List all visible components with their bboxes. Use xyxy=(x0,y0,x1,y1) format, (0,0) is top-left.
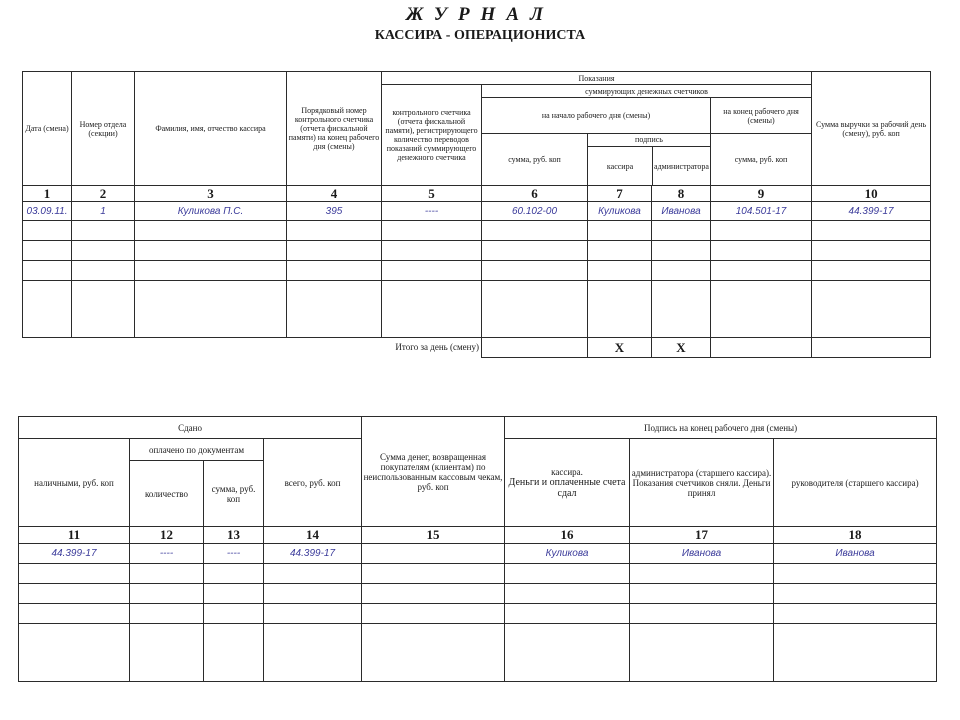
cell-dept: 1 xyxy=(72,202,135,221)
col-num: 14 xyxy=(264,527,362,544)
header-readings: Показания xyxy=(382,72,812,85)
header-date: Дата (смена) xyxy=(23,72,72,186)
cell-qty: ---- xyxy=(130,544,204,564)
header-cashier: кассира xyxy=(588,147,653,185)
cashier-journal-table-1 xyxy=(22,71,931,358)
col-num: 18 xyxy=(774,527,937,544)
header-sign-end: Подпись на конец рабочего дня (смены) xyxy=(505,417,937,439)
cell-cashier-sign: Куликова xyxy=(505,544,630,564)
cell-sum-start: 60.102-00 xyxy=(482,202,588,221)
header-qty: количество xyxy=(130,461,204,527)
cell-ctrl-num: 395 xyxy=(287,202,382,221)
cell-admin-sign: Иванова xyxy=(630,544,774,564)
header-paid-docs: оплачено по документам xyxy=(130,439,264,461)
header-signature: подпись xyxy=(588,134,710,147)
col-num: 16 xyxy=(505,527,630,544)
header-doc-sum: сумма, руб. коп xyxy=(204,461,264,527)
journal-title: ЖУРНАЛ xyxy=(405,4,555,25)
table-row xyxy=(23,221,931,241)
total-row xyxy=(23,338,931,358)
header-cashier-note: Деньги и оплаченные счета сдал xyxy=(508,476,626,499)
cell-name: Куликова П.С. xyxy=(135,202,287,221)
header-sum-end: сумма, руб. коп xyxy=(711,134,812,186)
cell-head-sign: Иванова xyxy=(774,544,937,564)
cell-revenue: 44.399-17 xyxy=(812,202,931,221)
header-total: всего, руб. коп xyxy=(264,439,362,527)
cell-doc-sum: ---- xyxy=(204,544,264,564)
col-num: 11 xyxy=(19,527,130,544)
header-admin-col xyxy=(630,439,774,527)
header-admin: администратора xyxy=(654,161,709,171)
journal-subtitle: КАССИРА - ОПЕРАЦИОНИСТА xyxy=(374,28,586,43)
col-num: 2 xyxy=(72,186,135,202)
table-row xyxy=(19,604,937,624)
col-num: 8 xyxy=(652,186,711,202)
table-row xyxy=(19,584,937,604)
table-row xyxy=(23,261,931,281)
header-ctrl-num: Порядковый номер контрольного счетчика (отчета фискальной памяти) на конец рабочего дня (смены) xyxy=(287,72,382,186)
col-num: 9 xyxy=(711,186,812,202)
table-row xyxy=(23,281,931,338)
col-num: 1 xyxy=(23,186,72,202)
header-signature-group xyxy=(588,134,711,186)
header-head: руководителя (старшего кассира) xyxy=(774,439,937,527)
cell-returned xyxy=(362,544,505,564)
cell-ctrl-count: ---- xyxy=(382,202,482,221)
header-admin-note: Показания счетчиков сняли. Деньги принял xyxy=(632,477,771,498)
col-num: 7 xyxy=(588,186,652,202)
col-num: 12 xyxy=(130,527,204,544)
cell-cash: 44.399-17 xyxy=(19,544,130,564)
header-name: Фамилия, имя, отчество кассира xyxy=(135,72,287,186)
col-num: 13 xyxy=(204,527,264,544)
x-mark: Х xyxy=(588,338,652,358)
col-num: 10 xyxy=(812,186,931,202)
col-num: 5 xyxy=(382,186,482,202)
header-sum-start: сумма, руб. коп xyxy=(482,134,588,186)
header-end-day: на конец рабочего дня (смены) xyxy=(711,98,812,134)
x-mark: Х xyxy=(652,338,711,358)
col-num: 3 xyxy=(135,186,287,202)
header-dept: Номер отдела (секции) xyxy=(72,72,135,186)
table-row xyxy=(23,241,931,261)
header-summing: суммирующих денежных счетчиков xyxy=(482,85,812,98)
cell-sum-end: 104.501-17 xyxy=(711,202,812,221)
col-num: 6 xyxy=(482,186,588,202)
col-num: 17 xyxy=(630,527,774,544)
total-label: Итого за день (смену) xyxy=(23,338,482,358)
header-admin-label: администратора (старшего кассира). xyxy=(631,467,772,478)
table-row xyxy=(19,544,937,564)
cell-date: 03.09.11. xyxy=(23,202,72,221)
header-cashier-col xyxy=(505,439,630,527)
table-row xyxy=(19,564,937,584)
table-row xyxy=(19,624,937,682)
header-start-day: на начало рабочего дня (смены) xyxy=(482,98,711,134)
table-row xyxy=(23,202,931,221)
col-num: 15 xyxy=(362,527,505,544)
cell-total: 44.399-17 xyxy=(264,544,362,564)
cell-cashier: Куликова xyxy=(588,202,652,221)
header-revenue: Сумма выручки за рабочий день (смену), руб. коп xyxy=(812,72,931,186)
header-handed: Сдано xyxy=(19,417,362,439)
header-returned: Сумма денег, возвращенная покупателям (клиентам) по неиспользованным кассовым чекам, руб. коп xyxy=(362,417,505,527)
cell-admin: Иванова xyxy=(652,202,711,221)
cashier-journal-table-2 xyxy=(18,416,937,682)
header-cash: наличными, руб. коп xyxy=(19,439,130,527)
header-cashier-label: кассира. xyxy=(551,466,583,477)
header-control-counter: контрольного счетчика (отчета фискальной памяти), регистрирующего количество переводов показаний суммирующего денежного счетчика xyxy=(382,85,482,186)
col-num: 4 xyxy=(287,186,382,202)
